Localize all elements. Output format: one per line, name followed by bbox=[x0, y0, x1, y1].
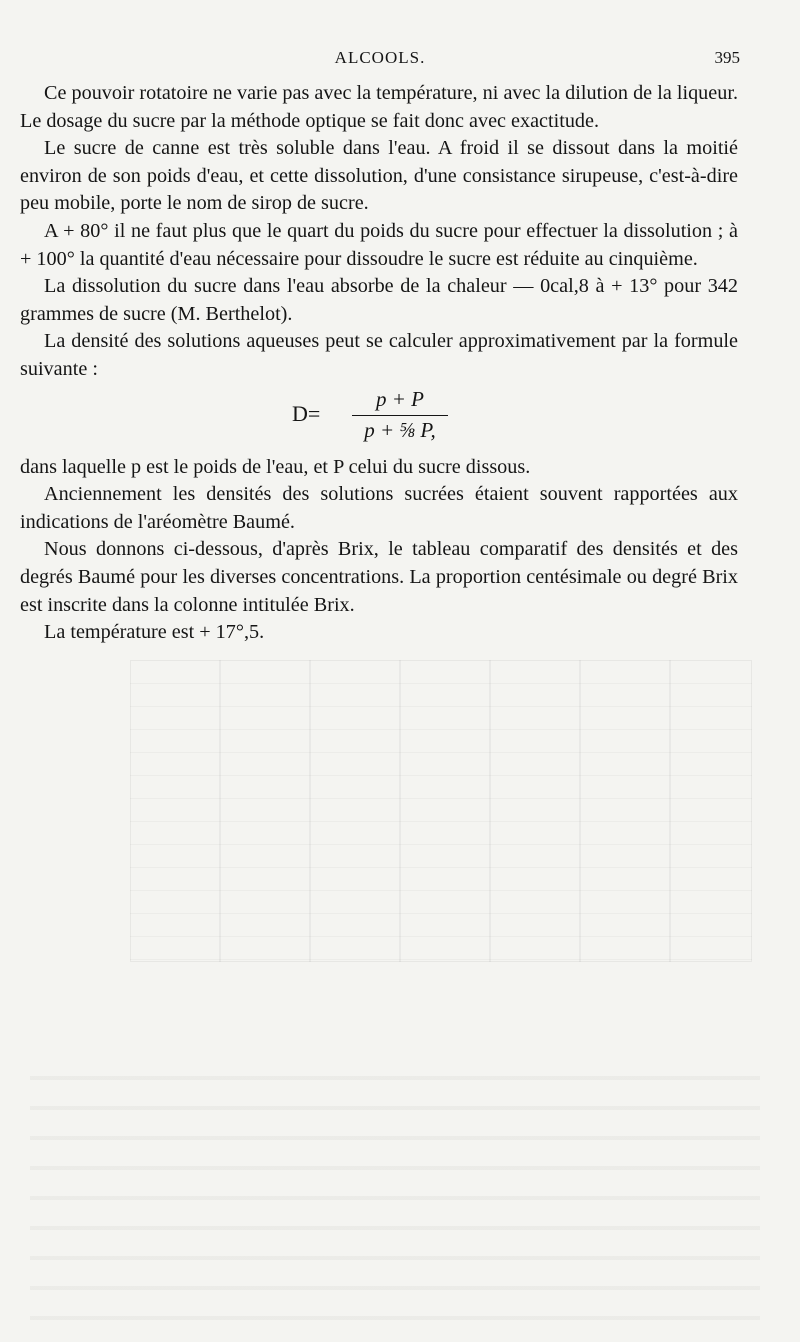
paragraph-density-intro: La densité des solutions aqueuses peut se calculer approximativement par la formule suivante : bbox=[20, 330, 738, 380]
paragraph-rotatory-power: Ce pouvoir rotatoire ne varie pas avec la température, ni avec la dilution de la liqueur. Le dosage du sucre par la méthode optique se fait donc avec exactitude. bbox=[20, 82, 738, 132]
paragraph-heat-of-dissolution: La dissolution du sucre dans l'eau absorbe de la chaleur — 0cal,8 à + 13° pour 342 grammes de sucre (M. Berthelot). bbox=[20, 275, 738, 325]
paragraph-solubility: Le sucre de canne est très soluble dans l'eau. A froid il se dissout dans la moitié environ de son poids d'eau, et cette dissolution, d'une consistance sirupeuse, c'est-à-dire peu mobile, porte le nom de sirop de sucre. bbox=[20, 137, 738, 215]
paragraph-temperature-solubility: A + 80° il ne faut plus que le quart du poids du sucre pour effectuer la dissolution ; à + 100° la quantité d'eau nécessaire pour dissoudre le sucre est réduite au cinquième. bbox=[20, 219, 738, 270]
formula-lhs: D= bbox=[292, 400, 321, 426]
formula-denominator: p + ⅝ P, bbox=[364, 418, 436, 443]
paragraph-brix-table: Nous donnons ci-dessous, d'après Brix, le tableau comparatif des densités et des degrés Baumé pour les diverses concentrations. La proportion centésimale ou degré Brix est inscrite dans la colonne intitulée Brix. bbox=[20, 538, 738, 616]
bleed-through-shadow bbox=[0, 640, 800, 1342]
body-text bbox=[20, 80, 738, 647]
paragraph-temperature: La température est + 17°,5. bbox=[44, 621, 265, 644]
paragraph-baume: Anciennement les densités des solutions sucrées étaient souvent rapportées aux indications de l'aréomètre Baumé. bbox=[20, 483, 738, 533]
running-title: ALCOOLS. bbox=[334, 48, 426, 67]
formula-numerator: p + P bbox=[376, 386, 424, 411]
page-header bbox=[20, 44, 740, 70]
page-number: 395 bbox=[714, 48, 740, 67]
bleed-through-text bbox=[30, 1050, 760, 1340]
bleed-through-table bbox=[130, 660, 752, 962]
paragraph-formula-variables: dans laquelle p est le poids de l'eau, et P celui du sucre dissous. bbox=[20, 455, 531, 478]
formula-fraction bbox=[350, 386, 450, 445]
density-formula bbox=[20, 386, 738, 450]
